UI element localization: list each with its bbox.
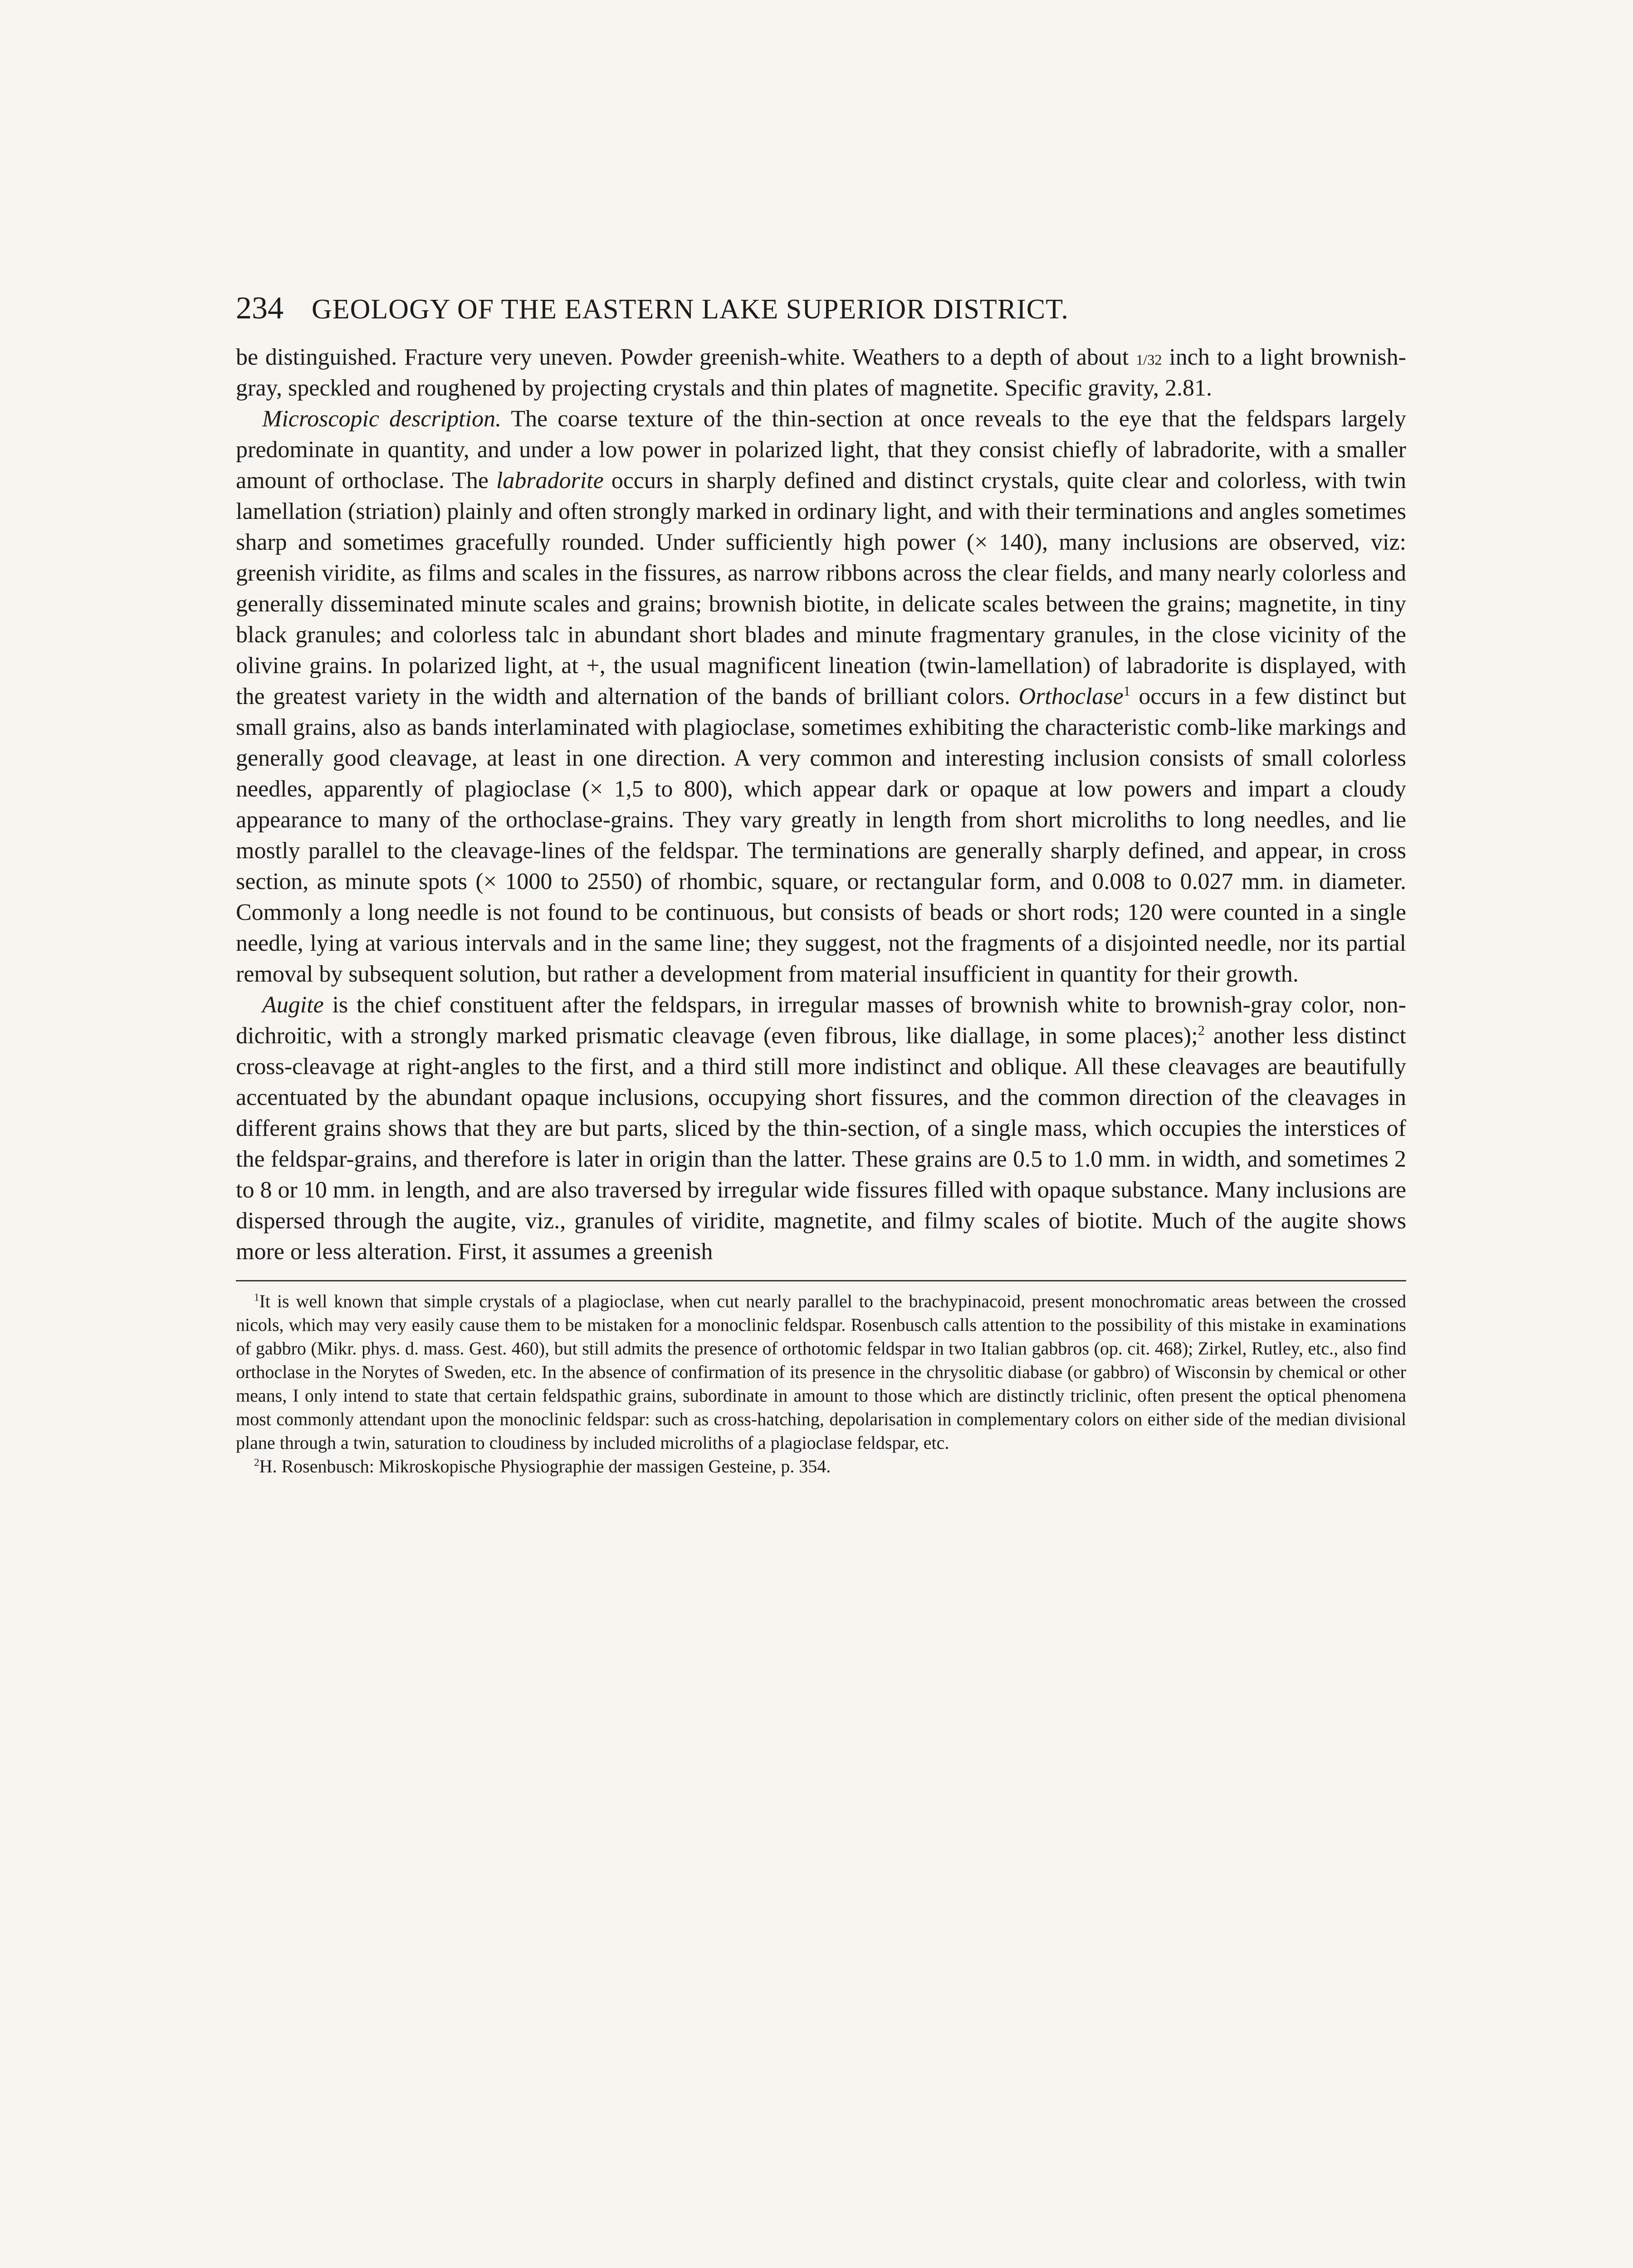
footnote [236,1290,1406,1455]
running-title: GEOLOGY OF THE EASTERN LAKE SUPERIOR DISTRICT. [312,294,1069,325]
footnote-ref-1: 1 [1123,683,1130,699]
book-page [236,290,1406,1478]
term-labradorite: labradorite [496,468,604,494]
footnote [236,1455,1406,1478]
footnote-text: H. Rosenbusch: Mikroskopische Physiographie der massigen Gesteine, p. 354. [259,1456,831,1476]
paragraph-1: be distinguished. Fracture very uneven. Powder greenish-white. Weathers to a depth of about 1/32 inch to a light brownish-gray, speckled and roughened by projecting crystals and thin plates of magnetite. Specific gravity, 2.81. [236,344,1406,401]
footnote-rule [236,1280,1406,1281]
term-augite: Augite [262,992,324,1018]
page-header [236,290,1406,327]
footnote-text: It is well known that simple crystals of a plagioclase, when cut nearly parallel to the brachypinacoid, present monochromatic areas between the crossed nicols, which may very easily cause them to be mistaken for a monoclinic feldspar. Rosenbusch calls attention to the possibility of this mistake in examinations of gabbro (Mikr. phys. d. mass. Gest. 460), but still admits the presence of orthotomic feldspar in two Italian gabbros (op. cit. 468); Zirkel, Rutley, etc., also find orthoclase in the Norytes of Sweden, etc. In the absence of confirmation of its presence in the chrysolitic diabase (or gabbro) of Wisconsin by chemical or other means, I only intend to state that certain feldspathic grains, subordinate in amount to those which are distinctly triclinic, often present the optical phenomena most commonly attendant upon the monoclinic feldspar: such as cross-hatching, depolarisation in complementary colors on either side of the median divisional plane through a twin, saturation to cloudiness by included microliths of a plagioclase feldspar, etc. [236,1291,1406,1453]
paragraph-augite: Augite is the chief constituent after the feldspars, in irregular masses of brownish white to brownish-gray color, non-dichroitic, with a strongly marked prismatic cleavage (even fibrous, like diallage, in some places);$^2$ another less distinct cross-cleavage at right-angles to the first, and a third still more indistinct and oblique. All these cleavages are beautifully accentuated by the abundant opaque inclusions, occupying short fissures, and the common direction of the cleavages in different grains shows that they are but parts, sliced by the thin-section, of a single mass, which occupies the interstices of the feldspar-grains, and therefore is later in origin than the latter. These grains are 0.5 to 1.0 mm. in width, and sometimes 2 to 8 or 10 mm. in length, and are also traversed by irregular wide fissures filled with opaque substance. Many inclusions are dispersed through the augite, viz., granules of viridite, magnetite, and filmy scales of biotite. Much of the augite shows more or less alteration. First, it assumes a greenish [236,992,1407,1265]
section-label: Microscopic description. [262,406,502,432]
fraction: 1/32 [1136,352,1162,368]
footnote-ref-2: 2 [1198,1022,1205,1038]
footnote-marker: 1 [254,1291,259,1304]
page-number: 234 [236,291,284,326]
footnotes [236,1290,1406,1478]
body-text [236,342,1406,1267]
paragraph-microscopic-description: Microscopic description. The coarse texture of the thin-section at once reveals to the eye that the feldspars largely predominate in quantity, and under a low power in polarized light, that they consist chiefly of labradorite, with a smaller amount of orthoclase. The labradorite occurs in sharply defined and distinct crystals, quite clear and colorless, with twin lamellation (striation) plainly and often strongly marked in ordinary light, and with their terminations and angles sometimes sharp and sometimes gracefully rounded. Under sufficiently high power (× 140), many inclusions are observed, viz: greenish viridite, as films and scales in the fissures, as narrow ribbons across the clear fields, and many nearly colorless and generally disseminated minute scales and grains; brownish biotite, in delicate scales between the grains; magnetite, in tiny black granules; and colorless talc in abundant short blades and minute fragmentary granules, in the close vicinity of the olivine grains. In polarized light, at +, the usual magnificent lineation (twin-lamellation) of labradorite is displayed, with the greatest variety in the width and alternation of the bands of brilliant colors. Orthoclase$^1$ occurs in a few distinct but small grains, also as bands interlaminated with plagioclase, sometimes exhibiting the characteristic comb-like markings and generally good cleavage, at least in one direction. A very common and interesting inclusion consists of small colorless needles, apparently of plagioclase (× 1,5 to 800), which appear dark or opaque at low powers and impart a cloudy appearance to many of the orthoclase-grains. They vary greatly in length from short microliths to long needles, and lie mostly parallel to the cleavage-lines of the feldspar. The terminations are generally sharply defined, and appear, in cross section, as minute spots (× 1000 to 2550) of rhombic, square, or rectangular form, and 0.008 to 0.027 mm. in diameter. Commonly a long needle is not found to be continuous, but consists of beads or short rods; 120 were counted in a single needle, lying at various intervals and in the same line; they suggest, not the fragments of a disjointed needle, nor its partial removal by subsequent solution, but rather a development from material insufficient in quantity for their growth. [236,406,1407,987]
term-orthoclase: Orthoclase [1018,684,1124,709]
footnote-marker: 2 [254,1457,259,1469]
